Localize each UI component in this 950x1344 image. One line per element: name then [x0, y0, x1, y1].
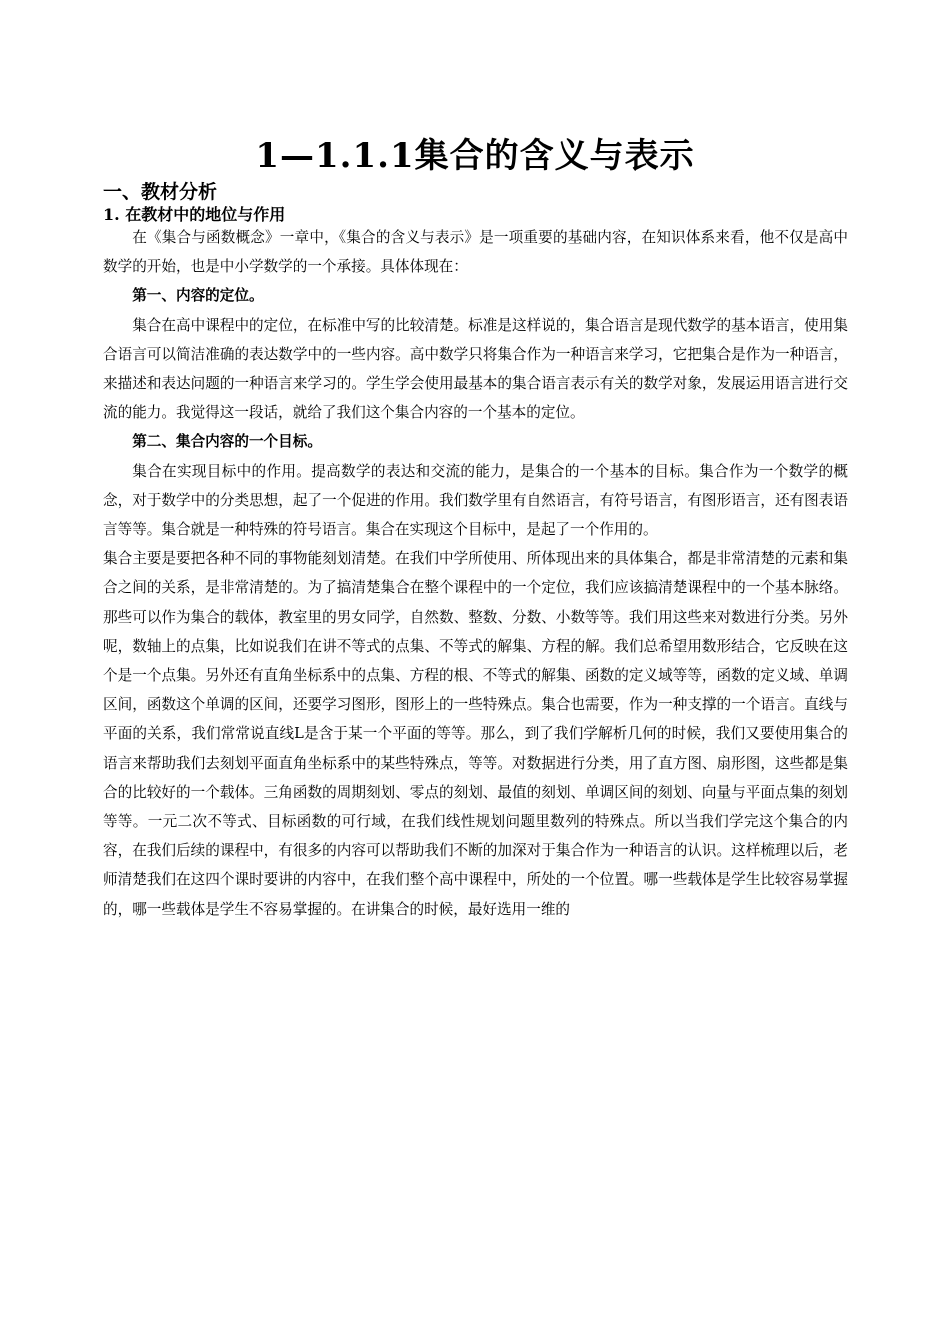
paragraph-main: 集合主要是要把各种不同的事物能刻划清楚。在我们中学所使用、所体现出来的具体集合，都是非常清楚的元素和集合之间的关系，是非常清楚的。为了搞清楚集合在整个课程中的一个定位，我们应该搞清楚课程中的一个基本脉络。那些可以作为集合的载体，教室里的男女同学，自然数、整数、分数、小数等等。我们用这些来对数进行分类。另外呢，数轴上的点集，比如说我们在讲不等式的点集、不等式的解集、方程的解。我们总希望用数形结合，它反映在这个是一个点集。另外还有直角坐标系中的点集、方程的根、不等式的解集、函数的定义域等等，函数的定义域、单调区间，函数这个单调的区间，还要学习图形，图形上的一些特殊点。集合也需要，作为一种支撑的一个语言。直线与平面的关系，我们常常说直线L是含于某一个平面的等等。那么，到了我们学解析几何的时候，我们又要使用集合的语言来帮助我们去刻划平面直角坐标系中的某些特殊点，等等。对数据进行分类，用了直方图、扇形图，这些都是集合的比较好的一个载体。三角函数的周期刻划、零点的刻划、最值的刻划、单调区间的刻划、向量与平面点集的刻划等等。一元二次不等式、目标函数的可行域，在我们线性规划问题里数列的特殊点。所以当我们学完这个集合的内容，在我们后续的课程中，有很多的内容可以帮助我们不断的加深对于集合作为一种语言的认识。这样梳理以后，老师清楚我们在这四个课时要讲的内容中，在我们整个高中课程中，所处的一个位置。哪一些载体是学生比较容易掌握的，哪一些载体是学生不容易掌握的。在讲集合的时候，最好选用一维的: [103, 550, 848, 918]
document-body: [103, 223, 848, 924]
paragraph-positioning: 集合在高中课程中的定位，在标准中写的比较清楚。标准是这样说的，集合语言是现代数学的基本语言，使用集合语言可以简洁准确的表达数学中的一些内容。高中数学只将集合作为一种语言来学习，它把集合是作为一种语言，来描述和表达问题的一种语言来学习的。学生学会使用最基本的集合语言表示有关的数学对象，发展运用语言进行交流的能力。我觉得这一段话，就给了我们这个集合内容的一个基本的定位。: [103, 316, 848, 422]
paragraph-intro: 在《集合与函数概念》一章中，《集合的含义与表示》是一项重要的基础内容，在知识体系来看，他不仅是高中数学的开始，也是中小学数学的一个承接。具体体现在：: [103, 229, 848, 276]
section-heading: 一、教材分析: [103, 181, 218, 203]
paragraph-heading-second: 第二、集合内容的一个目标。: [132, 433, 322, 451]
document-title: 1—1.1.1集合的含义与表示: [255, 136, 695, 176]
paragraph-goal: 集合在实现目标中的作用。提高数学的表达和交流的能力，是集合的一个基本的目标。集合作为一个数学的概念，对于数学中的分类思想，起了一个促进的作用。我们数学里有自然语言，有符号语言，有图形语言，还有图表语言等等。集合就是一种特殊的符号语言。集合在实现这个目标中，是起了一个作用的。: [103, 462, 848, 539]
subsection-heading: 1. 在教材中的地位与作用: [103, 205, 286, 224]
paragraph-heading-first: 第一、内容的定位。: [132, 287, 264, 305]
